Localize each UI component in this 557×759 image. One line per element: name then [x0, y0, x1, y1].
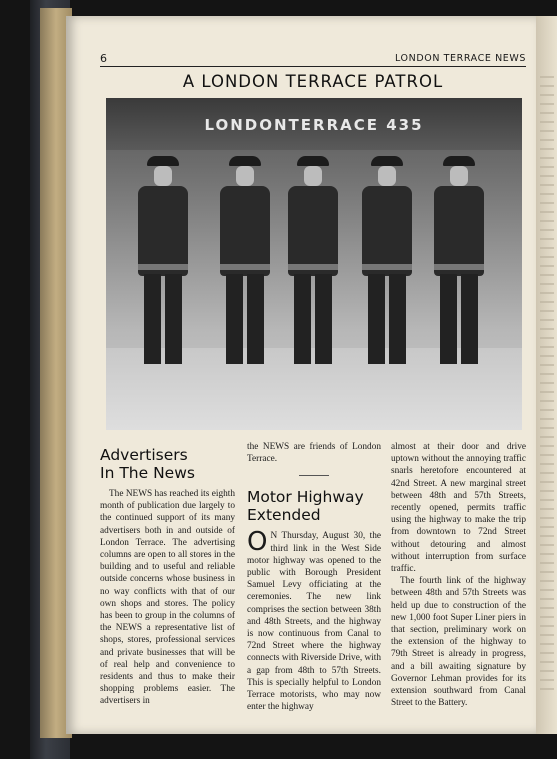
article-paragraph: The fourth link of the highway between 48th and 57th Streets was held up due to construction of the new 1,000 foot Super Liner piers in that section, preliminary work on the extension of the highway to 79th Street is already in progress, and a bill awaiting signature by Governor Lehman provides for its extension southward from Canal Street to the Battery. [391, 576, 526, 709]
article-paragraph: O N Thursday, August 30, the third link in the West Side motor highway was opened to the public with Borough President Samuel Levy officiating at the ceremonies. The new link comprises the section between 38th and 48th Streets, and the highway is now continuous from Canal to 72nd Street where the highway connects with Riverside Drive, with a gap from 48th to 57th Streets. This is specially helpful to London Terrace motorists, who may now enter the highway [247, 527, 382, 713]
patrol-officer [210, 156, 280, 366]
patrol-officer [424, 156, 494, 366]
patrol-photo [106, 98, 522, 430]
running-title: LONDON TERRACE NEWS [395, 53, 526, 64]
article-title-motor-highway: Motor Highway Extended [247, 488, 364, 525]
page-headline: A LONDON TERRACE PATROL [182, 72, 444, 91]
drop-cap: O [247, 527, 268, 558]
column-2 [247, 441, 381, 713]
patrol-officer [128, 156, 198, 366]
patrol-officer [278, 156, 348, 366]
article-title-advertisers: Advertisers In The News [100, 446, 195, 482]
page-number: 6 [100, 52, 107, 65]
article-paragraph-continued: the NEWS are friends of London Terrace. [247, 442, 381, 465]
next-page-edge [536, 16, 557, 734]
patrol-officer [352, 156, 422, 366]
column-1 [100, 441, 235, 708]
header-rule [100, 66, 526, 67]
column-3 [391, 441, 526, 709]
building-sign: LONDONTERRACE 435 [204, 116, 424, 134]
article-paragraph-continued: almost at their door and drive uptown without the annoying traffic snarls heretofore encountered at 42nd Street. A new marginal street between 48th and 57th Streets, recently opened, permits traffic using the highway to make the trip from downtown to 72nd Street without detouring and almost without interruption from surface traffic. [391, 442, 526, 575]
article-paragraph: The NEWS has reached its eighth month of publication due largely to the continued support of its many advertisers both in and outside of London Terrace. The advertising columns are open to all stores in the building and to useful and reliable outside concerns whose business in no way conflicts with that of our own shops and stores. The policy has been to group in the columns of the NEWS a representative list of shops, stores, professional services and private businesses that will be of real help and convenience to residents and thus to make their shopping problems easier. The advertisers in [100, 489, 235, 707]
section-divider [299, 475, 329, 476]
